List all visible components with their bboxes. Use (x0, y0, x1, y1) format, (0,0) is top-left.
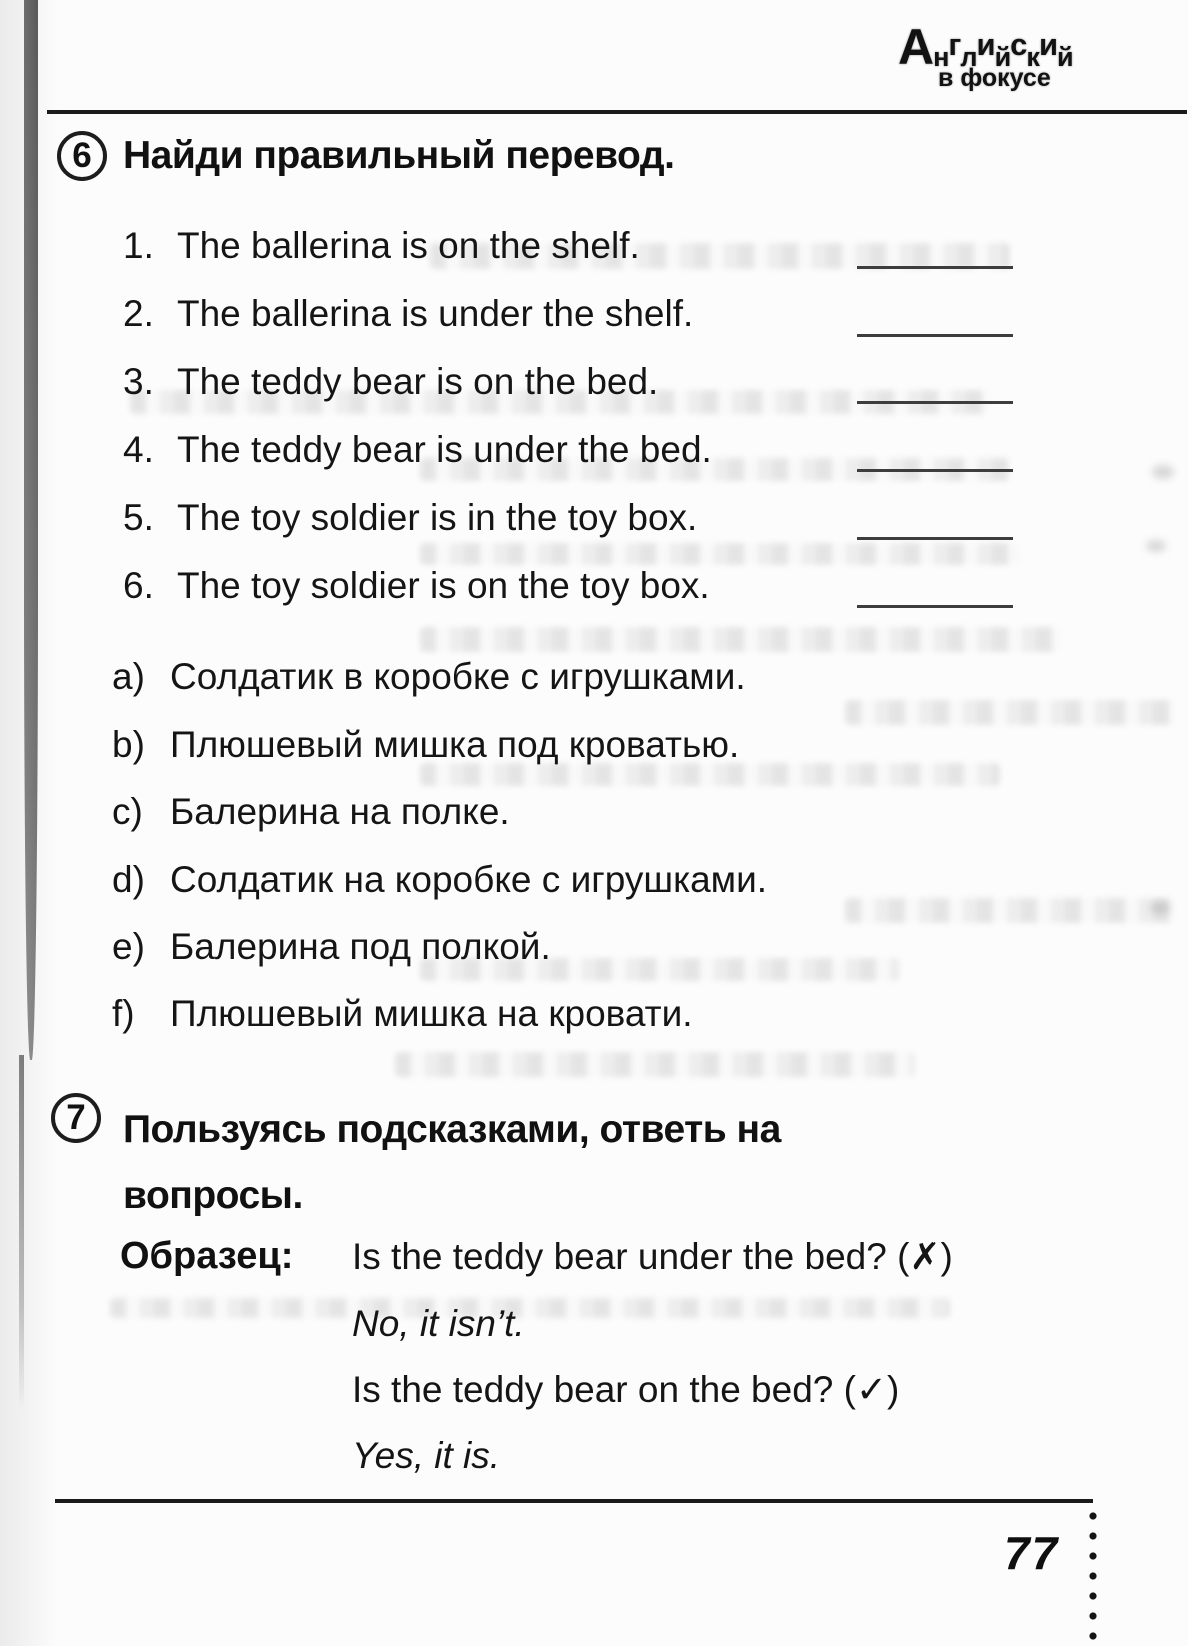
english-item-2 (123, 290, 693, 338)
answer-blank-6 (857, 605, 1013, 608)
russian-item-a (112, 653, 746, 701)
binding-shadow (24, 0, 38, 1060)
item-text: The teddy bear is on the bed. (177, 361, 659, 402)
bleedthrough-artifact (110, 1298, 950, 1318)
bleedthrough-artifact (395, 1052, 915, 1077)
item-text: The toy soldier is in the toy box. (177, 497, 698, 538)
bleedthrough-artifact (845, 898, 1175, 923)
item-number: 6. (123, 565, 154, 606)
brand-logo-title: Английский (898, 19, 1073, 75)
exercise7-title: Пользуясь подсказками, ответь на вопросы. (123, 1108, 781, 1217)
russian-item-b (112, 721, 739, 769)
item-number: 2. (123, 293, 154, 334)
scan-smudge (1150, 902, 1170, 914)
english-item-5 (123, 494, 697, 542)
item-letter: a) (112, 656, 145, 697)
item-number: 4. (123, 429, 154, 470)
item-text: Балерина под полкой. (170, 926, 551, 967)
binding-shadow-thin (19, 1055, 24, 1410)
bleedthrough-artifact (845, 700, 1175, 725)
example-answer-2: Yes, it is. (352, 1435, 501, 1476)
item-text: The ballerina is on the shelf. (177, 225, 640, 266)
item-text: Солдатик в коробке с игрушками. (170, 656, 746, 697)
item-letter: f) (112, 993, 135, 1034)
item-text: The teddy bear is under the bed. (177, 429, 712, 470)
english-item-1 (123, 222, 640, 270)
item-letter: d) (112, 859, 145, 900)
item-text: Плюшевый мишка на кровати. (170, 993, 693, 1034)
answer-blank-1 (857, 266, 1013, 269)
exercise7-number-badge: 7 (51, 1093, 101, 1143)
bleedthrough-artifact (420, 627, 1060, 652)
brand-logo-subtitle: в фокусе (938, 64, 1051, 92)
brand-logo (898, 19, 1118, 93)
example-answer-1: No, it isn’t. (352, 1303, 525, 1344)
example-question-2: Is the teddy bear on the bed? (✓) (352, 1369, 900, 1410)
russian-item-c (112, 788, 510, 836)
russian-item-f (112, 990, 693, 1038)
scan-smudge (1152, 465, 1174, 479)
exercise6-number-badge: 6 (57, 131, 107, 181)
footer-rule (55, 1499, 1093, 1503)
item-letter: c) (112, 791, 143, 832)
header-rule (47, 110, 1187, 114)
page-number: 77 (1004, 1527, 1060, 1579)
example-label: Образец: (120, 1235, 294, 1277)
answer-blank-5 (857, 537, 1013, 540)
item-text: The toy soldier is on the toy box. (177, 565, 710, 606)
item-number: 1. (123, 225, 154, 266)
russian-item-d (112, 856, 767, 904)
item-letter: e) (112, 926, 145, 967)
answer-blank-2 (857, 334, 1013, 337)
item-number: 3. (123, 361, 154, 402)
example-question-1: Is the teddy bear under the bed? (✗) (352, 1236, 953, 1277)
russian-item-e (112, 923, 551, 971)
item-number: 5. (123, 497, 154, 538)
english-item-6 (123, 562, 710, 610)
english-item-4 (123, 426, 712, 474)
exercise6-title: Найди правильный перевод. (123, 134, 675, 177)
footer-dotted-line (1089, 1511, 1098, 1641)
item-text: Балерина на полке. (170, 791, 510, 832)
answer-blank-3 (857, 401, 1013, 404)
item-text: Плюшевый мишка под кроватью. (170, 724, 740, 765)
item-letter: b) (112, 724, 145, 765)
item-text: Солдатик на коробке с игрушками. (170, 859, 768, 900)
english-item-3 (123, 358, 658, 406)
scan-smudge (1146, 540, 1166, 552)
answer-blank-4 (857, 469, 1013, 472)
item-text: The ballerina is under the shelf. (177, 293, 694, 334)
